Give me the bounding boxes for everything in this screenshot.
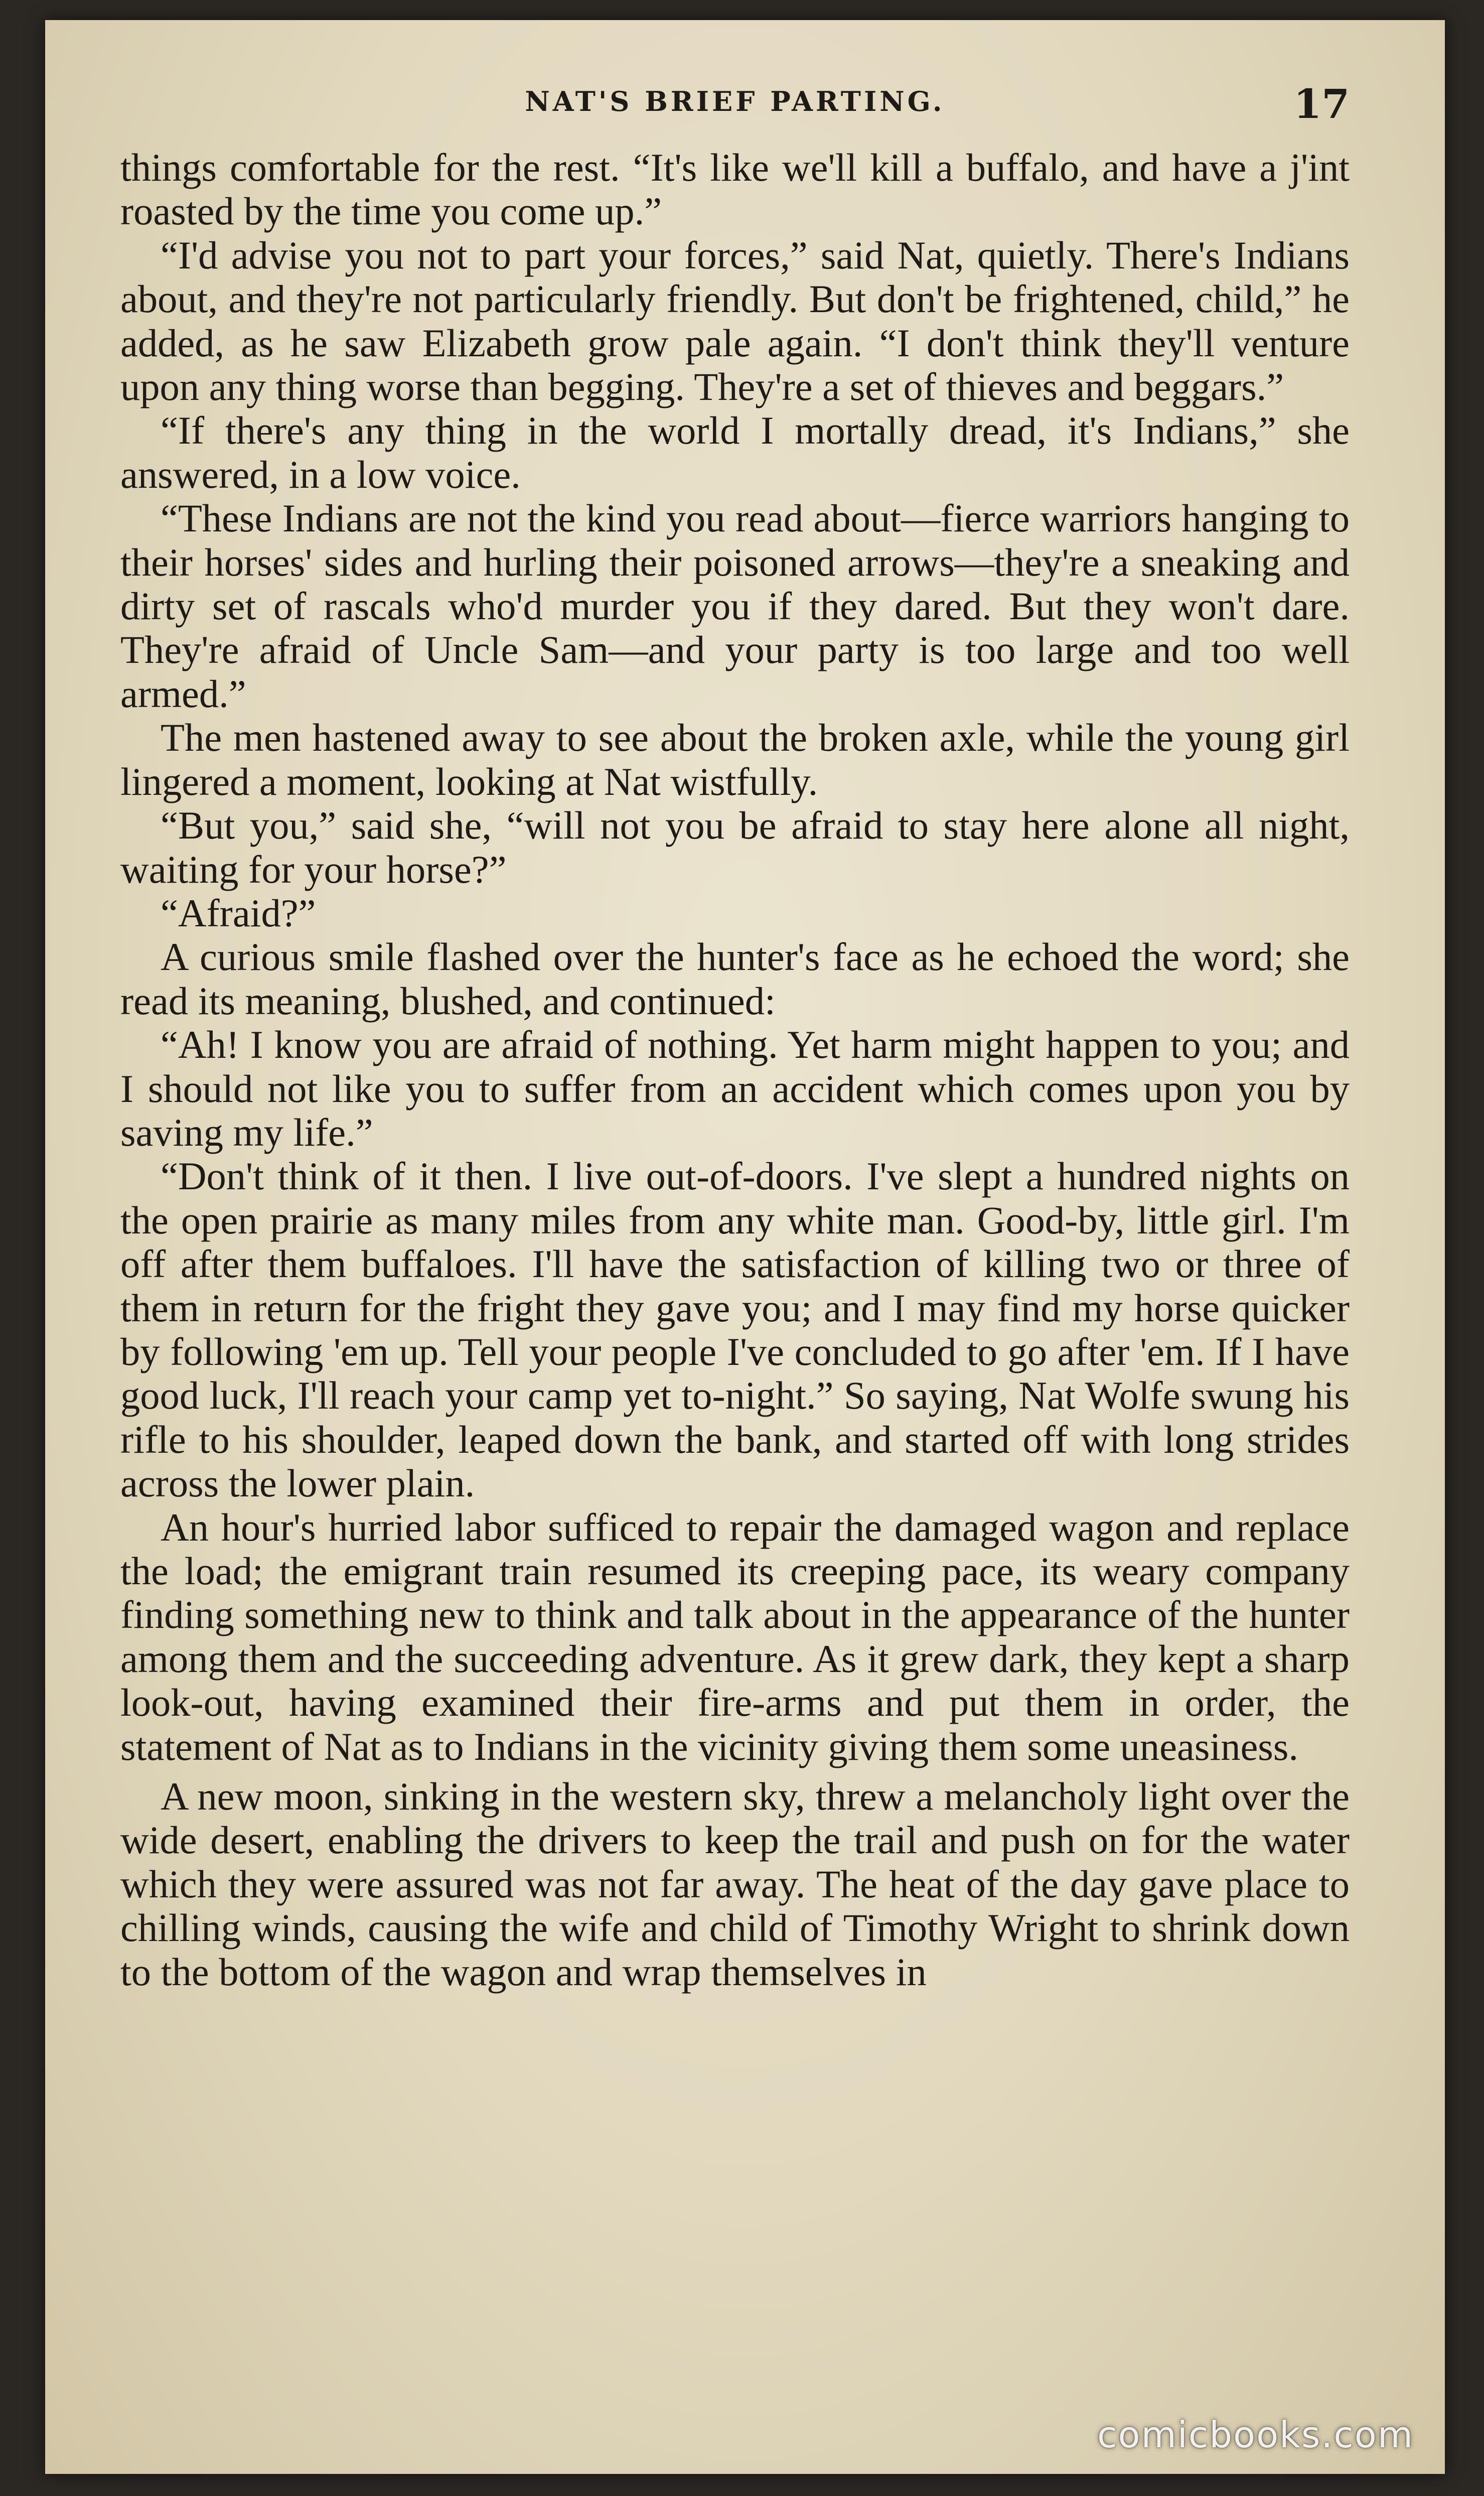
paragraph: “I'd advise you not to part your forces,” said Nat, quietly. There's Indians about, and they're not particularly friendly. But don't be frightened, child,” he added, as he saw Elizabeth grow pale again. “I don't think they'll venture upon any thing worse than begging. They're a set of thieves and beggars.” (120, 233, 1350, 409)
paragraph: “But you,” said she, “will not you be afraid to stay here alone all night, waiting for your horse?” (120, 803, 1350, 891)
running-head: NAT'S BRIEF PARTING. (525, 85, 945, 117)
paragraph: “Afraid?” (161, 891, 316, 935)
paragraph: things comfortable for the rest. “It's like we'll kill a buffalo, and have a j'int roasted by the time you come up.” (120, 146, 1350, 233)
paragraph: “These Indians are not the kind you read about—fierce warriors hanging to their horses' sides and hurling their poisoned arrows—they're a sneaking and dirty set of rascals who'd murder you if they dared. But they won't dare. They're afraid of Uncle Sam—and your party is too large and too well armed.” (120, 496, 1350, 716)
book-page (45, 20, 1445, 2474)
paragraph: “If there's any thing in the world I mortally dread, it's Indians,” she answered, in a low voice. (120, 408, 1350, 496)
paragraph: The men hastened away to see about the broken axle, while the young girl lingered a moment, looking at Nat wistfully. (120, 716, 1350, 803)
watermark: comicbooks.com (1097, 2414, 1414, 2456)
body-text (120, 146, 1350, 1994)
paragraph: A curious smile flashed over the hunter's face as he echoed the word; she read its meaning, blushed, and continued: (120, 935, 1350, 1023)
page-number: 17 (1293, 80, 1350, 127)
page-header (120, 80, 1350, 135)
paragraph: A new moon, sinking in the western sky, threw a melancholy light over the wide desert, enabling the drivers to keep the trail and push on for the water which they were assured was not far away. The heat of the day gave place to chilling winds, causing the wife and child of Timothy Wright to shrink down to the bottom of the wagon and wrap themselves in (120, 1774, 1350, 1994)
paragraph: An hour's hurried labor sufficed to repair the damaged wagon and replace the load; the emigrant train resumed its creeping pace, its weary company finding something new to think and talk about in the appearance of the hunter among them and the succeeding adventure. As it grew dark, they kept a sharp look-out, having examined their fire-arms and put them in order, the statement of Nat as to Indians in the vicinity giving them some uneasiness. (120, 1505, 1350, 1768)
paragraph: “Don't think of it then. I live out-of-doors. I've slept a hundred nights on the open prairie as many miles from any white man. Good-by, little girl. I'm off after them buffaloes. I'll have the satisfaction of killing two or three of them in return for the fright they gave you; and I may find my horse quicker by following 'em up. Tell your people I've concluded to go after 'em. If I have good luck, I'll reach your camp yet to-night.” So saying, Nat Wolfe swung his rifle to his shoulder, leaped down the bank, and started off with long strides across the lower plain. (120, 1154, 1350, 1505)
paragraph: “Ah! I know you are afraid of nothing. Yet harm might happen to you; and I should not like you to suffer from an accident which comes upon you by saving my life.” (120, 1023, 1350, 1154)
